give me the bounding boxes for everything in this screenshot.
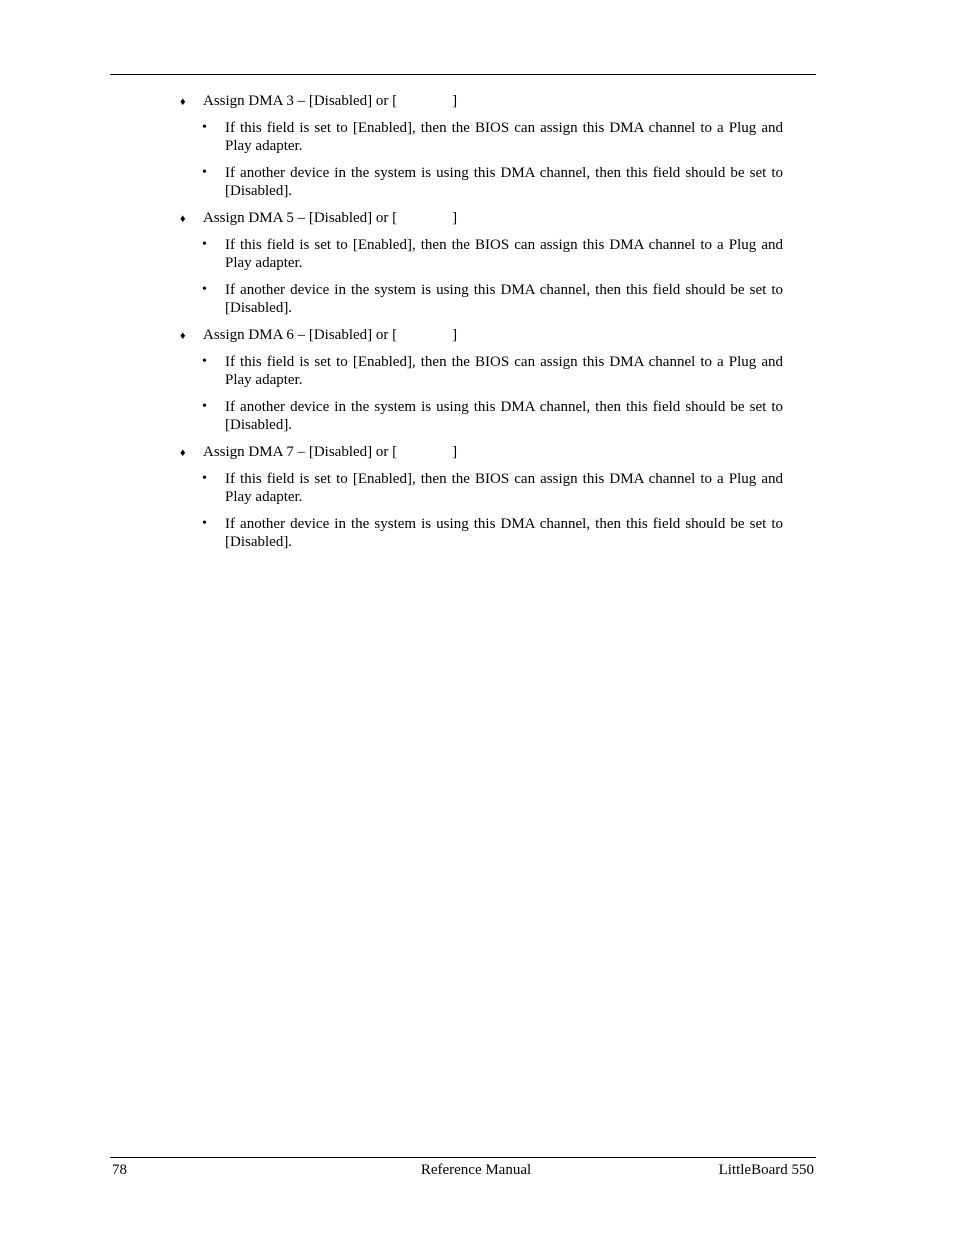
setting-dma-3: [110, 92, 816, 200]
bullet-dot-icon: •: [202, 354, 207, 369]
setting-label-prefix: Assign DMA 6 – [Disabled] or [: [203, 327, 398, 343]
setting-label-prefix: Assign DMA 7 – [Disabled] or [: [203, 444, 398, 460]
list-item: [110, 164, 816, 200]
setting-label-suffix: ]: [452, 327, 458, 343]
setting-label-prefix: Assign DMA 5 – [Disabled] or [: [203, 210, 398, 226]
setting-dma-5: [110, 209, 816, 317]
setting-dma-6: [110, 326, 816, 434]
list-item: [110, 236, 816, 272]
setting-label-suffix: ]: [452, 210, 458, 226]
diamond-bullet-icon: ♦: [180, 96, 186, 108]
setting-line: [110, 209, 816, 227]
diamond-bullet-icon: ♦: [180, 447, 186, 459]
diamond-bullet-icon: ♦: [180, 330, 186, 342]
bullet-dot-icon: •: [202, 282, 207, 297]
list-item-text: If this field is set to [Enabled], then the BIOS can assign this DMA channel to a Plug and Play adapter.: [225, 120, 783, 154]
footer-manual-title: Reference Manual: [420, 1162, 532, 1178]
diamond-bullet-icon: ♦: [180, 213, 186, 225]
list-item: [110, 398, 816, 434]
list-item: [110, 470, 816, 506]
list-item: [110, 515, 816, 551]
list-item: [110, 353, 816, 389]
list-item-text: If another device in the system is using this DMA channel, then this field should be set to [Disabled].: [225, 165, 783, 199]
setting-label-suffix: ]: [452, 444, 458, 460]
page-number: 78: [112, 1162, 127, 1178]
setting-label-suffix: ]: [452, 93, 458, 109]
list-item-text: If another device in the system is using this DMA channel, then this field should be set to [Disabled].: [225, 282, 783, 316]
setting-line: [110, 326, 816, 344]
bullet-dot-icon: •: [202, 399, 207, 414]
list-item-text: If another device in the system is using this DMA channel, then this field should be set to [Disabled].: [225, 399, 783, 433]
list-item: [110, 281, 816, 317]
setting-dma-7: [110, 443, 816, 551]
setting-line: [110, 92, 816, 110]
footer-rule: [110, 1157, 816, 1158]
list-item-text: If this field is set to [Enabled], then the BIOS can assign this DMA channel to a Plug and Play adapter.: [225, 354, 783, 388]
list-item-text: If this field is set to [Enabled], then the BIOS can assign this DMA channel to a Plug and Play adapter.: [225, 471, 783, 505]
bullet-dot-icon: •: [202, 471, 207, 486]
list-item-text: If this field is set to [Enabled], then the BIOS can assign this DMA channel to a Plug and Play adapter.: [225, 237, 783, 271]
bullet-dot-icon: •: [202, 165, 207, 180]
setting-line: [110, 443, 816, 461]
list-item-text: If another device in the system is using this DMA channel, then this field should be set to [Disabled].: [225, 516, 783, 550]
list-item: [110, 119, 816, 155]
header-rule: [110, 74, 816, 75]
footer-product-name: LittleBoard 550: [718, 1162, 814, 1178]
bullet-dot-icon: •: [202, 237, 207, 252]
document-body: [110, 92, 816, 560]
bullet-dot-icon: •: [202, 516, 207, 531]
page-footer: [110, 1160, 816, 1180]
setting-label-prefix: Assign DMA 3 – [Disabled] or [: [203, 93, 398, 109]
bullet-dot-icon: •: [202, 120, 207, 135]
